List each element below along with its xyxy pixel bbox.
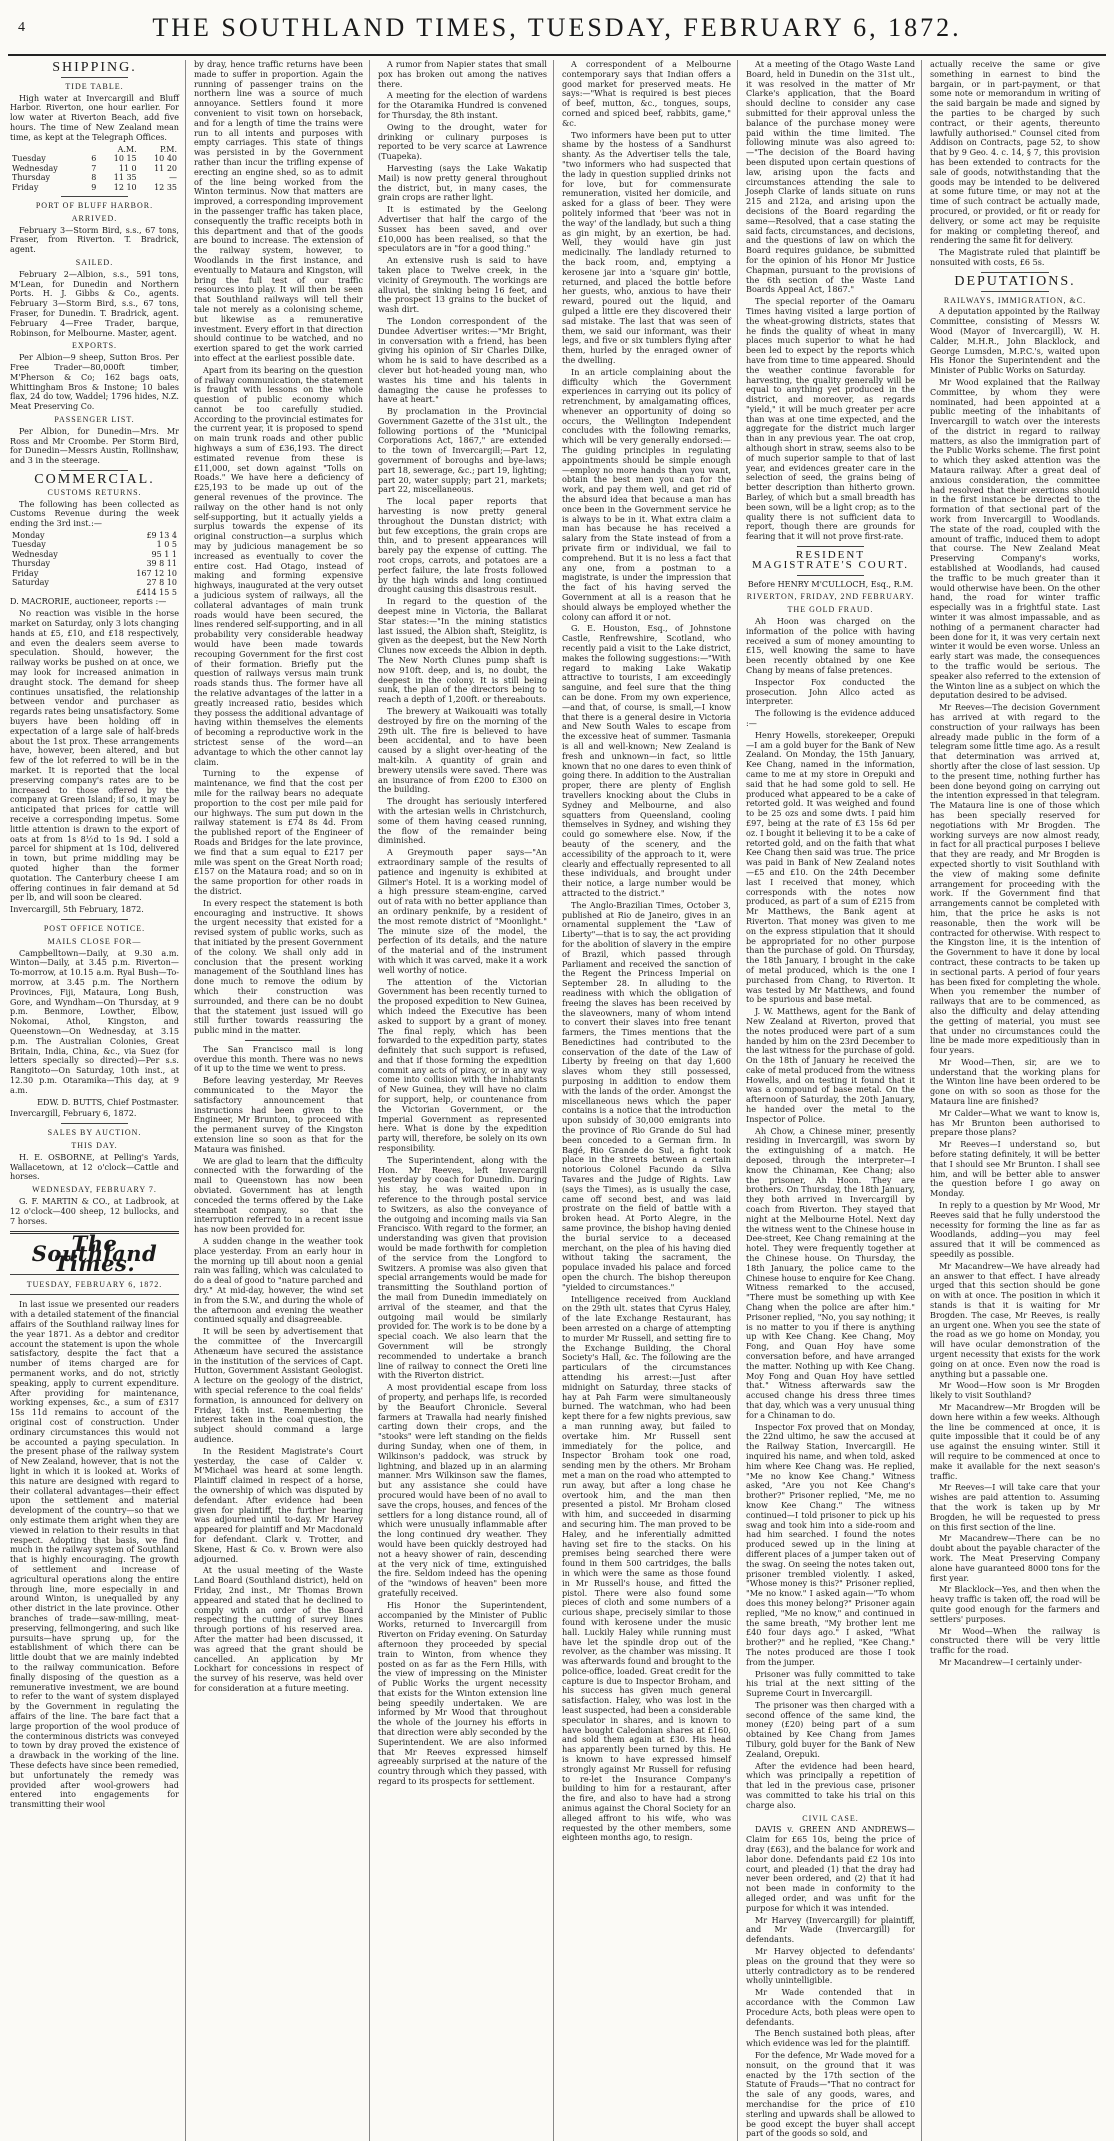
civil-case-heading: CIVIL CASE. (802, 1813, 859, 1823)
news-item: The San Francisco mail is long overdue this month. There was no news of it up to the time we went to press. (194, 1043, 363, 1074)
divider (981, 291, 1049, 292)
sailed-text: February 2—Albion, s.s., 591 tons, M'Lean, for Dunedin and Northern Ports. H. J. Gibbs & Co., agents. February 3—Storm Bird, s.s., 67 tons, Fraser, for Dunedin. T. Bradrick, agent. February 4—Free Trader, barque, Robinson, for Melbourne. Master, agent. (10, 268, 179, 338)
court-paragraph: Inspector Fox proved that on Monday, the 22nd ultimo, he saw the accused at the Railway Station, Invercargill. He inquired his name, and when told, asked him where Kee Chang was. He replied, "Me no know Kee Chang." Witness asked, "Are you not Kee Chang's brother?" Prisoner replied, "Me, me no know Kee Chang." The witness continued—I told prisoner to pick up his swag and took him into a side-room and had him searched. I found the notes produced sewed up in the lining at different places of a jumper taken out of the swag. On seeing the notes taken out, prisoner trembled violently. I asked, "Whose money is this?" Prisoner replied, "Me no know." I asked again—"To whom does this money belong?" Prisoner again replied, "Me no know," and continued in the same breath, "My brother lent me £40 four days ago." I asked, "What brother?" and he replied, "Kee Chang." The notes produced are those I took from the jumper. (746, 1421, 915, 1667)
court-paragraph: Mr Harvey objected to defendants' pleas on the ground that they were so utterly contradictory as to be rendered wholly unintelligible. (746, 1946, 915, 1986)
deputation-paragraph: Mr Wood—Then, sir, are we to understand that the working plans for the Winton line have been ordered to be gone on with so soon as those for the Mataura line are finished? (930, 1056, 1100, 1107)
news-item: The Anglo-Brazilian Times, October 3, published at Rio de Janeiro, gives in an ornamental supplement the "Law of Liberty"—that is to say, the act providing for the abolition of slavery in the empire of Brazil, which passed through Parliament and received the sanction of the Regent the Princess Imperial on September 28. In alluding to the readiness with which the obligation of freeing the slaves has been received by the slaveowners, many of whom intend to convert their slaves into free tenant farmers, the Times mentions that the Benedictines had contributed to the conservation of the date of the Law of Liberty by freeing on that day 1,600 slaves whom they still possessed, purposing in addition to endow them with the lands of the order. Amongst the miscellaneous news which the paper contains is a notice that the introduction upon subsidy of 30,000 emigrants into the province of Rio Grande do Sul had been conceded to a German firm. In Bagé, Rio Grande do Sul, a fight took place in the streets between a certain notorious Colonel Facundo da Silva Tavares and the Judge of Rights. Law (says the Times), as is usually the case, came off second best, and was laid prostrate on the field of battle with a broken head. At Porto Alegre, in the same province, the bishop having denied the burial service to a deceased merchant, on the plea of his having died without taking the sacrament, the populace invaded his palace and forced open the church. The bishop thereupon "yielded to circumstances." (562, 899, 731, 1292)
news-item: By proclamation in the Provincial Government Gazette of the 31st ult., the following portions of the "Municipal Corporations Act, 1867," are extended to the town of Invercargill;—Part 12, government of boroughs and bye-laws; part 18, sewerage, &c.; part 19, lighting; part 20, water supply; part 21, markets; part 22, miscellaneous. (378, 406, 547, 495)
divider (61, 919, 129, 920)
table-row: Wednesday 7 11 0 11 20 (12, 163, 177, 173)
table-row: Thursday 39 8 11 (12, 559, 177, 569)
news-item: In the Resident Magistrate's Court yesterday, the case of Calder v. M'Michael was heard at some length. Plaintiff claimed in respect of a horse, the ownership of which was disputed by defendant. After evidence had been given for plaintiff, the further hearing was adjourned until to-day. Mr Harvey appeared for plaintiff and Mr Macdonald for defendant. Clark v. Trotter, and Skene, Hast & Co. v. Brown were also adjourned. (194, 1445, 363, 1564)
exports-text: Per Albion—9 sheep, Sutton Bros. Per Free Trader—80,000ft timber, M'Pherson & Co; 162 bags oats, Whittingham Bros & Instone; 10 bales flax, 24 do tow, Waddel; 1796 hides, N.Z. Meat Preserving Co. (10, 352, 179, 412)
customs-intro: The following has been collected as Customs Revenue during the week ending the 3rd inst.:— (10, 498, 179, 529)
deputation-paragraph: Mr Reeves—I understand so, but before stating definitely, it will be better that I should see Mr Brunton. I shall see him, and will be better able to answer the question before I go away on Monday. (930, 1139, 1100, 1199)
table-row: Thursday 8 11 35 — (12, 173, 177, 183)
court-paragraph: DAVIS v. GREEN AND ANDREWS—Claim for £65 10s, being the price of dray (£63), and the balance for work and labor done. Defendants paid £2 10s into court, and pleaded (1) that the dray had never been ordered, and (2) that it had not been made in conformity to the alleged order, and was unfit for the purpose for which it was intended. (746, 1824, 915, 1913)
column-2 (192, 60, 370, 2141)
tide-table (10, 145, 179, 193)
deputations-heading: DEPUTATIONS. (954, 273, 1076, 289)
news-item: The local paper reports that harvesting is now pretty general throughout the Dunstan district; with but few exceptions, the grain crops are thin, and to present appearances will barely pay the expense of cutting. The root crops, carrots, and potatoes are a perfect failure, the late frosts followed by the high winds and long continued drought causing this disastrous result. (378, 496, 547, 595)
news-item: Intelligence received from Auckland on the 29th ult. states that Cyrus Haley, of the late Exchange Restaurant, has been arrested on a charge of attempting to murder Mr Russell, and setting fire to the Exchange Building, the Choral Society's Hall, &c. The following are the particulars of the circumstances attending his arrest:—Just after midnight on Saturday, three stacks of hay at Pah Farm were simultaneously burned. The watchman, who had been kept there for a few nights previous, saw a man running away, but failed to overtake him. Mr Russell sent immediately for the police, and Inspector Broham took one road, sending men by the others. Mr Broham met a man on the road who attempted to run away, but after a long chase he overtook him, and the man then presented a pistol. Mr Broham closed with him, and succeeded in disarming and securing him. The man proved to be Haley, and he inferentially admitted having set fire to the stacks. On his premises being searched there were found in them 500 cartridges, the balls in which were the same as those found in Mr Russell's house, and fitted the pistol. There were also found some pieces of cloth and some numbers of a curious shape, precisely similar to those found with kerosene under the music hall. Luckily Haley while running must have let the spindle drop out of the revolver, as the chamber was missing. It was afterwards found and brought to the police-office, loaded. Great credit for the capture is due to Inspector Broham, and his success has given much general satisfaction. Haley, who was lost in the least suspected, had been a considerable speculator in shares, and is known to have bought Caledonian shares at £160, and sold them again at £30. His head has apparently been turned by this. He is known to have expressed himself strongly against Mr Russell for refusing to re-let the Insurance Company's building to him for a restaurant, after the fire, and also to have had a strong animus against the Choral Society for an alleged affront to his wife, who was requested by the other members, some eighteen months ago, to resign. (562, 1293, 731, 1843)
sales-text-1: H. E. OSBORNE, at Pelling's Yards, Wallacetown, at 12 o'clock—Cattle and horses. (10, 1151, 179, 1182)
table-row: Tuesday 1 0 5 (12, 540, 177, 550)
table-row: Friday 9 12 10 12 35 (12, 182, 177, 192)
news-item: A most providential escape from loss of property, and perhaps life, is recorded by the Beaufort Chronicle. Several farmers at Trawalla had nearly finished carting down their crops, and the "stooks" were left standing on the fields during Sunday, when one of them, in Wilkinson's paddock, was struck by lightning, and blazed up in an alarming manner. Mrs Wilkinson saw the flames, but any assistance she could have procured would have been of no avail to save the crops, houses, and fences of the settlers for a long distance round, all of which were unusually inflammable after the long continued dry weather. They would have been quickly destroyed had not a heavy shower of rain, descending at the very nick of time, extinguished the fire. Seldom indeed has the opening of the "windows of heaven" been more gratefully received. (378, 1382, 547, 1598)
news-item: We are glad to learn that the difficulty connected with the forwarding of the mail to Queenstown has now been obviated. Government has at length conceded the terms offered by the Lake steamboat company, so that the interruption referred to in a recent issue has now been provided for. (194, 1155, 363, 1235)
column-3 (376, 60, 554, 2141)
rm-before: Before HENRY M'CULLOCH, Esq., R.M. (747, 578, 914, 589)
news-item: The drought has seriously interfered with the artesian wells in Christchurch, some of them having ceased running, the flow of the remainder being diminished. (378, 796, 547, 846)
deputation-paragraph: Mr Macandrew—Mr Brogden will be down here within a few weeks. Although the line be commenced at once, it is quite impossible that it could be of any use against the ensuing winter. Still it will require to be commenced at once to make it available for the next season's traffic. (930, 1401, 1100, 1481)
news-item: Two informers have been put to utter shame by the hostess of a Sandhurst shanty. As the Advertiser tells the tale, "two informers who had suspected that the lady in question supplied drinks not for love, but for commensurate remuneration, visited her domicile, and asked for a glass of beer. They were politely informed that 'beer was not in the way' of the landlady, but such a thing as gin might, by an exertion, be had. Well, they would have gin just medicinally. The landlady returned to the back room, and, emptying a kerosene jar into a 'square gin' bottle, returned, and placed the bottle before her guests, who, anxious to have their reward, poured out the liquid, and gulped a little ere they discovered their sad mistake. The last that was seen of them, we said our informant, was their legs, and five or six tumblers flying after them, hurled by the enraged owner of the dwelling. (562, 129, 732, 365)
article-paragraph: by dray, hence traffic returns have been made to suffer in proportion. Again the running of passenger trains on the northern line was a source of much annoyance. Settlers found it more convenient to visit town on horseback, and for a length of time the trains were run to all intents and purposes with empty carriages. This state of things was persisted in by the Government rather than incur the trifling expense of erecting an engine shed, so as to admit of the line being worked from the Winton terminus. Now that matters are improved, a corresponding improvement in the passenger traffic has taken place, consequently the traffic receipts both in this department and that of the goods are bound to increase. The extension of the railway system, however, to Woodlands in the first instance, and eventually to Mataura and Kingston, will bring the full test of our traffic resources into play. It will then be seen that Southland railways will tell their tale not merely as a colonising scheme, but likewise as a remunerative investment. Every effort in that direction should continue to be watched, and no exertion spared to get the work carried into effect at the earliest possible date. (194, 59, 363, 363)
rm-case-heading: THE GOLD FRAUD. (787, 605, 874, 615)
news-item: It is estimated by the Geelong Advertiser that half the cargo of the Sussex has been saved, and over £10,000 has been realised, so that the speculators are in "for a good thing." (378, 204, 547, 254)
sales-wednesday: WEDNESDAY, FEBRUARY 7. (32, 1185, 157, 1195)
news-item: His Honor the Superintendent, accompanied by the Minister of Public Works, returned to Invercargill from Riverton on Friday evening. On Saturday afternoon they proceeded by special train to Winton, from whence they posted on as far as the Fern Hills, with the view of impressing on the Minister of Public Works the urgent necessity that exists for the Winton extension line being speedily undertaken. We are informed by Mr Wood that throughout the whole of the journey his efforts in that direction were ably seconded by the Superintendent. We are also informed that Mr Reeves expressed himself agreeably surprised at the nature of the country through which they passed, with regard to its prospects for settlement. (378, 1599, 547, 1787)
columns (8, 59, 1106, 2139)
arrived-text: February 3—Storm Bird, s.s., 67 tons, Fraser, from Riverton. T. Bradrick, agent. (10, 224, 179, 255)
news-item: The brewery at Waikouaiti was totally destroyed by fire on the morning of the 29th ult. The fire is believed to have been accidental, and to have been caused by a slight over-heating of the malt-kiln. A quantity of grain and brewery utensils were saved. There was an insurance of from £200 to £300 on the building. (378, 706, 547, 795)
passenger-text: Per Albion, for Dunedin—Mrs. Mr Ross and Mr Croombe. Per Storm Bird, for Dunedin—Messrs Austin, Rollinshaw, and 3 in the steerage. (10, 425, 179, 466)
passenger-heading: PASSENGER LIST. (54, 415, 135, 425)
exports-heading: EXPORTS. (71, 341, 118, 351)
column-1 (8, 60, 186, 2141)
news-item: A meeting for the election of wardens for the Otaramika Hundred is convened for Thursday, the 8th instant. (378, 90, 547, 120)
column-6 (928, 60, 1106, 2141)
news-item: Owing to the drought, water for drinking or culinary purposes is reported to be very scarce at Lawrence (Tuapeka). (378, 121, 547, 162)
court-paragraph: Ah Hoon was charged on the information of the police with having received a sum of money amounting to £15, well knowing the same to have been recently obtained by one Kee Chang by means of false pretences. (746, 616, 915, 676)
sales-text-2: G. F. MARTIN & CO., at Ladbrook, at 12 o'clock—400 sheep, 12 bullocks, and 7 horses. (10, 1195, 179, 1226)
post-signature: EDW. D. BUTTS, Chief Postmaster. (37, 1096, 179, 1107)
deputation-paragraph: A deputation appointed by the Railway Committee, consisting of Messrs W. Wood (Mayor of Invercargill), W. H. Calder, M.H.R., John Blacklock, and George Lumsden, M.P.C.'s, waited upon His Honor the Superintendent and the Minister of Public Works on Saturday. (930, 306, 1100, 376)
tide-col-am: A.M. (117, 144, 137, 154)
table-row: Wednesday 95 1 1 (12, 549, 177, 559)
masthead (8, 2, 1106, 56)
arrived-heading: ARRIVED. (71, 213, 118, 223)
news-item: G. E. Houston, Esq., of Johnstone Castle, Renfrewshire, Scotland, who recently paid a visit to the Lake district, makes the following suggestions:—"With regard to making Lake Wakatip attractive to tourists, I am exceedingly sanguine, and feel sure that the thing can be done. From my own experience,—and that, of course, is small,—I know that there is a general desire in Victoria and New South Wales to escape from the excessive heat of summer. Tasmania is all and well-known; New Zealand is fresh and unknown—in fact, so little known that no one dares to even think of going there. In addition to the Australian proper, there are plenty of English travellers knocking about the Clubs in Sydney and Melbourne, and also squatters from Queensland, cooling themselves in Sydney, and wishing they could go somewhere else. Now, if the beauty of the scenery, and the accessibility of the approach to it, were clearly and effectually represented to all these individuals, and brought under their notice, a large number would be attracted to the district." (562, 623, 731, 898)
post-office-heading: POST OFFICE NOTICE. (43, 923, 146, 933)
news-item: A sudden change in the weather took place yesterday. From an early hour in the morning up till about noon a genial rain was falling, which was calculated to do a deal of good to "nature parched and dry." At mid-day, however, the wind set in from the S.W., and during the whole of the afternoon and evening the weather continued squally and disagreeable. (194, 1236, 363, 1325)
table-row: Saturday 27 8 10 (12, 578, 177, 588)
court-paragraph: The Bench sustained both pleas, after which evidence was led for the plaintiff. (746, 2028, 915, 2049)
court-paragraph: Ah Chow, a Chinese miner, presently residing in Invercargill, was sworn by the extinguishing of a match. He deposed, through the interpreter—I know the Chinaman, Kee Chang; also the prisoner, Ah Hoon. They are brothers. On Thursday, the 18th January, they both arrived in Invercargill by coach from Riverton. They stayed that night at the Melbourne Hotel. Next day the witness went to the Chinese house in Dee-street, Kee Chang remaining at the hotel. They were frequently together at the Chinese house. On Thursday, the 18th January, the police came to the Chinese house to enquire for Kee Chang. Witness remarked to the accused, "There must be something up with Kee Chang when the police are after him." Prisoner replied, "No, you say nothing; it is no matter to you if there is anything up with Kee Chang. Kee Chang, Moy Fong, and Quan Hoy have some conversation before, and have arranged the matter. Nothing up with Kee Chang. Moy Fong and Quan Hoy have settled that." Witness afterwards saw the accused change his dress three times that day, which was a very unusual thing for a Chinaman to do. (746, 1125, 915, 1420)
tide-table-heading: TIDE TABLE. (65, 81, 124, 91)
court-paragraph: The prisoner was then charged with a second offence of the same kind, the money (£20) being part of a sum obtained by Kee Chang from James Tilbury, gold buyer for the Bank of New Zealand, Orepuki. (746, 1699, 915, 1759)
article-paragraph: Turning to the expense of maintenance, we find that the cost per mile for the railway bears no adequate proportion to the cost per mile paid for our highways. The sum put down in the railway statement is £74 8s 4d. From the published report of the Engineer of Roads and Bridges for the late province, we find that a sum equal to £217 per mile was spent on the Great North road; £157 on the Mataura road; and so on in the same proportion for other roads in the district. (194, 768, 363, 896)
news-item: The special reporter of the Oamaru Times having visited a large portion of the wheat-growing districts, states that he finds the quality of wheat in many places much superior to what he had been led to expect by the reports which have from time to time appeared. Should the weather continue favorable for harvesting, the quality generally will be equal to anything yet produced in the district, and moreover, as regards "yield," it will be much greater per acre than was at one time expected, and the aggregate for the district much larger than in any previous year. The oat crop, although short in straw, seems also to be of much superior sample to that of last year, and evidences greater care in the selection of seed, the grains being of better description than hitherto grown. Barley, of which but a small breadth has been sown, will be a light crop; as to the quality there is not sufficient data to report, though there are grounds for fearing that it will not prove first-rate. (746, 296, 915, 542)
court-paragraph: Mr Harvey (Invercargill) for plaintiff, and Mr Wade (Invercargill) for defendants. (746, 1914, 915, 1945)
court-paragraph: The Magistrate ruled that plaintiff be nonsuited with costs, £6 5s. (930, 247, 1100, 267)
deputation-paragraph: Mr Macandrew—We have already had an answer to that effect. I have already urged that this section should be gone on with at once. The position in which it stands is that it is waiting for Mr Brogden. The case, Mr Reeves, is really an urgent one. When you see the state of the road as we go home on Monday, you will have ocular demonstration of the urgent necessity that exists for the work going on at once. Even now the road is anything but a passable one. (930, 1260, 1100, 1379)
market-byline: D. MACRORIE, auctioneer, reports :— (10, 596, 167, 607)
deputation-paragraph: Mr Macandrew—There can be no doubt about the payable character of the work. The Meat Preserving Company alone have guaranteed 8000 tons for the first year. (930, 1533, 1100, 1583)
deputation-paragraph: Mr Reeves—I will take care that your wishes are paid attention to. Assuming that the work is taken up by Mr Brogden, he will be requested to press on this first section of the line. (930, 1482, 1100, 1532)
deputation-paragraph: Mr Reeves—The decision Government has arrived at with regard to the construction of your railways has been already made public in the form of a telegram some little time ago. As a result that determination was arrived at, shortly after the close of last session. Up to the present time, nothing further has been done beyond going on carrying out the intention expressed in that telegram. The Mataura line is one of those which has been specially reserved for negotiations with Mr Brogden. The working surveys are now almost ready, in fact for all practical purposes I believe that they are ready, and Mr Brogden is expected shortly to visit Southland with the view of making some definite arrangement for proceeding with the work. If the Government find that arrangements cannot be completed with him, that the price he asks is not reasonable, then the work will be contracted for otherwise. With respect to the Kingston line, it is the intention of the Government to have it done by local contract, these contracts to be taken up in sectional parts. A period of four years has been fixed for completing the whole. When you remember the number of railways that are to be commenced, as also the difficulty and delay attending the getting of material, you must see that under no circumstances could the line be made more expeditiously than in four years. (930, 702, 1100, 1056)
mails-text: Campbelltown—Daily, at 9.30 a.m. Winton—Daily, at 3.45 p.m. Riverton—To-morrow, at 10.15 a.m. Ryal Bush—To-morrow, at 3.45 p.m. The Northern Provinces, Fiji, Mataura, Long Bush, Gore, and Wyndham—On Thursday, at 9 p.m. Benmore, Lowther, Elbow, Nokomai, Athol, Kingston, and Queenstown—On Wednesday, at 3.15 p.m. The Australian Colonies, Great Britain, India, China, &c., via Suez (for letters specially so directed)—Per s.s. Rangitoto—On Saturday, 10th inst., at 12.30 p.m. Otaramika—This day, at 9 a.m. (10, 947, 179, 1095)
news-item: In regard to the question of the deepest mine in Victoria, the Ballarat Star states:—"In the mining statistics last issued, the Albion shaft, Steiglitz, is given as the deepest, but the New North Clunes now exceeds the Albion in depth. The New North Clunes pump shaft is now 910ft. deep, and is, no doubt, the deepest in the colony. It is still being sunk, the plan of the directors being to reach a depth of 1,200ft. or thereabouts. (378, 596, 547, 705)
divider (797, 546, 865, 547)
news-item: A rumor from Napier states that small pox has broken out among the natives there. (378, 59, 547, 89)
masthead-title: THE SOUTHLAND TIMES, TUESDAY, FEBRUARY 6, 1872. (152, 13, 962, 42)
news-item: A correspondent of a Melbourne contemporary says that Indian offers a good market for preserved meats. He says:—"What is required is best pieces of beef, mutton, &c., tongues, soups, corned and spiced beef, rabbits, game," &c. (562, 59, 731, 128)
news-item: At a meeting of the Otago Waste Land Board, held in Dunedin on the 31st ult., it was resolved in the matter of Mr Clarke's application, that the Board should decline to consider any case submitted for their approval unless the balance of the purchase money were paid within the time limited. The following minute was also agreed to:—"The decision of the Board having been disputed upon certain questions of law, arising upon the facts and circumstances attending the sale to Joseph Clarke of lands situate on runs 215 and 212a, and arising upon the decisions of the Board regarding the same—Resolved, that a case stating the said facts, circumstances, and decisions, and the questions of law on which the Board requires guidance, be submitted for the opinion of his Honor Mr Justice Chapman, pursuant to the provisions of the 6th section of the Waste Land Boards Appeal Act, 1867." (746, 59, 915, 295)
deputation-paragraph: Mr Wood—How soon is Mr Brogden likely to visit Southland? (930, 1380, 1100, 1401)
table-row: Friday 167 12 10 (12, 568, 177, 578)
divider (797, 575, 865, 576)
news-item: The attention of the Victorian Government has been recently turned to the proposed expedition to New Guinea, which indeed the Executive has been asked to support by a grant of money. The final reply, which has been forwarded to the expedition party, states definitely that such support is refused, and that if those forming the expedition commit any acts of piracy, or in any way come into collision with the inhabitants of New Guinea, they will have no claim for support, help, or countenance from the Victorian Government, or the Imperial Government as represented here. What is done by the expedition party will, therefore, be solely on its own responsibility. (378, 976, 547, 1154)
court-paragraph: For the defence, Mr Wade moved for a nonsuit, on the ground that it was enacted by the 17th section of the Statute of Frauds—"That no contract for the sale of any goods, wares, and merchandise for the price of £10 sterling and upwards shall be allowed to be good except the buyer shall accept part of the goods so sold, and (746, 2049, 915, 2139)
divider (61, 1123, 129, 1124)
paper-dateline: TUESDAY, FEBRUARY 6, 1872. (26, 1279, 163, 1289)
tide-intro: High water at Invercargill and Bluff Harbor. Riverton, one hour earlier. For low water at Riverton Beach, add five hours. The time of New Zealand mean time, as kept at the Telegraph Offices. (10, 92, 179, 142)
customs-heading: CUSTOMS RETURNS. (47, 487, 142, 497)
divider (10, 1294, 179, 1295)
post-dateline: Invercargill, February 6, 1872. (10, 1108, 137, 1119)
port-heading: PORT OF BLUFF HARBOR. (35, 201, 154, 211)
rm-dateline: RIVERTON, FRIDAY, 2ND FEBRUARY. (746, 592, 915, 602)
deputation-paragraph: In reply to a question by Mr Wood, Mr Reeves said that he fully understood the necessity for forming the line as far as Woodlands, adding—you may feel assured that it will be commenced as speedily as possible. (930, 1200, 1100, 1260)
customs-total: £414 15 5 (136, 587, 177, 597)
court-paragraph: Mr Wade contended that in accordance with the Common Law Procedure Acts, both pleas were open to defendants. (746, 1987, 915, 2027)
news-item: A Greymouth paper says—"An extraordinary sample of the results of patience and ingenuity is exhibited at Gilmer's Hotel. It is a working model of a high pressure steam-engine, carved out of rata with no better appliance than an ordinary penknife, by a resident of the most remote district of "Moonlight." The minute size of the model, the perfection of its details, and the nature of the material and of the instrument with which it was carved, make it a work well worthy of notice. (378, 847, 547, 975)
sailed-heading: SAILED. (75, 258, 114, 268)
court-paragraph: Inspector Fox conducted the prosecution. John Allco acted as interpreter. (746, 676, 915, 707)
leader-paragraph: In last issue we presented our readers with a detailed statement of the financial affairs of the Southland railway lines for the year 1871. As a debtor and creditor account the statement is upon the whole satisfactory, despite the fact that a number of items charged are for permanent works, and do not, strictly speaking, apply to current expenditure. After providing for maintenance, working expenses, &c., a sum of £317 15s 11d remains to account of the original cost of construction. Under ordinary circumstances this would not be accounted a paying speculation. In the present phase of the railway system of New Zealand, however, that is not the light in which it is looked at. Works of this nature are designed with regard to their collateral advantages—their effect upon the settlement and material development of the country—so that we only estimate them aright when they are viewed in relation to their results in that respect. Adopting that basis, we find much in the railway system of Southland that is highly encouraging. The growth of settlement and increase of agricultural operations along the entire through line, more especially in and around Winton, is unequalled by any other district in the late province. Other branches of trade—saw-milling, meat-preserving, fellmongering, and such like pursuits—have sprung up, for the establishment of which there can be little doubt that we are mainly indebted to the railway communication. Before finally disposing of the question as a remunerative investment, we are bound to refer to the want of system displayed by the Government in regulating the affairs of the line. The bare fact that a large proportion of the wool produce of the conterminous districts was conveyed to town by dray proved the existence of a drawback in the working of the line. These defects have since been remedied, but unfortunately the remedy was provided after wool-growers had entered into engagements for transmitting their wool (10, 1299, 179, 1810)
court-paragraph: actually receive the same or give something in earnest to bind the bargain, or in part-payment, or that some note or memorandum in writing of the said bargain be made and signed by the parties to be charged by such contract, or their agents, thereunto lawfully authorised." Counsel cited from Addison on Contracts, page 52, to show that by 9 Geo. 4. c. 14, § 7, this provision has been extended to contracts for the sale of goods, notwithstanding that the goods may be intended to be delivered at some future time, or may not at the time of such contract be actually made, procured, or provided, or fit or ready for delivery, or some act may be requisite for making or completing thereof, and rendering the same fit for delivery. (930, 59, 1100, 246)
paper-title-logo: The Southland Times. (31, 1231, 158, 1276)
news-item: At the usual meeting of the Waste Land Board (Southland district), held on Friday, 2nd inst., Mr Thomas Brown appeared and stated that he declined to comply with an order of the Board respecting the cutting of survey lines through portions of his reserved area. After the matter had been discussed, it was agreed that the grant should be cancelled. An application by Mr Lockhart for concessions in respect of the survey of his reserve, was held over for consideration at a future meeting. (194, 1565, 363, 1693)
news-item: It will be seen by advertisement that the committee of the Invercargill Athenæum have secured the assistance in the institution of the services of Capt. Hutton, Government Assistant Geologist. A lecture on the geology of the district, with special reference to the coal fields' formation, is announced for delivery on Friday, 16th inst. Remembering the interest taken in the coal question, the subject should command a large audience. (194, 1326, 363, 1444)
news-item: Before leaving yesterday, Mr Reeves communicated to the Mayor the satisfactory announcement that instructions had been given to the Engineer, Mr Brunton, to proceed with the permanent survey of the Kingston extension line so soon as that for the Mataura was finished. (194, 1075, 363, 1154)
news-item: In an article complaining about the difficulty which the Government experiences in carrying out its policy of retrenchment, by amalgamating offices, whenever an opportunity of doing so occurs, the Wellington Independent concludes with the following remarks, which will be very generally endorsed:—The guiding principles in regulating appointments should be simple enough—employ no more hands than you want, obtain the best men you can for the work, and pay them well, and get rid of the absurd idea that because a man has once been in the Government service he is always to be in it. What extra claim a man has because he has received a salary from the State instead of from a private firm or individual, we fail to comprehend. But it is no less a fact that any one, from a postman to a magistrate, is under the impression that the fact of his having served the Government at all is a reason that he should always be employed whether the colony can afford it or not. (562, 366, 731, 622)
deputation-paragraph: Mr Wood—When the railway is constructed there will be very little traffic for the road. (930, 1625, 1100, 1656)
column-4 (560, 60, 738, 2141)
court-paragraph: After the evidence had been heard, which was principally a repetition of that led in the previous case, prisoner was committed to take his trial on this charge also. (746, 1760, 915, 1810)
sales-heading: SALES BY AUCTION. (47, 1128, 142, 1138)
court-paragraph: The following is the evidence adduced :— (746, 708, 915, 728)
rm-court-heading: RESIDENT MAGISTRATE'S COURT. (751, 549, 910, 571)
deputation-paragraph: Mr Wood explained that the Railway Committee, by whom they were nominated, had been appointed at a public meeting of the inhabitants of Invercargill to watch over the interests of the district in regard to railway matters, as also the immigration part of the Public Works scheme. The first point to which they asked attention was the Mataura railway. After a great deal of anxious consideration, the committee had resolved that their exertions should in the first instance be directed to the formation of that sectional part of the work from Invercargill to Woodlands. The state of the road, coupled with the amount of traffic, induced them to adopt that course. The New Zealand Meat Preserving Company's works, established at Woodlands, had caused the traffic to be much greater than it would otherwise have been. On the other hand, the road for winter traffic especially was in a frightful state. Last winter it was almost impassable, and as nothing of a permanent character had been done for it, it was very certain next winter it would be even worse. Unless an early start was made, the consequences to the traffic would be serious. The speaker also referred to the extension of the Winton line as a subject on which the deputation desired to be advised. (930, 376, 1100, 701)
shipping-heading: SHIPPING. (52, 60, 137, 75)
article-paragraph: In every respect the statement is both encouraging and instructive. It shows the urgent necessity that existed for a revised system of public works, such as that initiated by the present Government of the colony. We shall only add in conclusion that the present working management of the Southland lines has done much to remove the odium by which their construction was surrounded, and there can be no doubt that the statement just issued will go still further towards reassuring the public mind in the matter. (194, 897, 363, 1036)
page-number: 4 (18, 20, 25, 35)
divider (61, 470, 129, 471)
court-paragraph: Prisoner was fully committed to take his trial at the next sitting of the Supreme Court in Invercargill. (746, 1668, 915, 1699)
divider (61, 77, 129, 78)
court-paragraph: Henry Howells, storekeeper, Orepuki—I am a gold buyer for the Bank of New Zealand. On Monday, the 15th January, Kee Chang, named in the information, came to me at my store in Orepuki and said that he had some gold to sell. He produced what appeared to be a cake of retorted gold. It was weighed and found to be 25 ozs and some dwts. I paid him £97, being at the rate of £3 15s 6d per oz. I bought it believing it to be a cake of retorted gold, and on the faith that what Kee Chang then said was true. The price was paid in Bank of New Zealand notes—£5 and £10. On the 24th December last I received that money, which corresponds with the notes now produced, as part of a sum of £215 from Mr Matthews, the Bank agent at Riverton. That money was given to me on the express stipulation that it should be appropriated for no other purpose than the purchase of gold. On Thursday, the 18th January, I brought in the cake of metal produced, which is the one I purchased from Chang, to Riverton. It was tested by Mr Matthews, and found to be spurious and base metal. (746, 729, 915, 1005)
article-paragraph: Apart from its bearing on the question of railway communication, the statement is fraught with lessons on the whole question of public economy which cannot be too carefully studied. According to the provincial estimates for the current year, it is proposed to spend on main trunk roads and other public highways a sum of £36,193. The direct estimated revenue from these is £11,000, set down against "Tolls on Roads." We have here a deficiency of £25,193 to be made up out of the general revenues of the province. The railway on the other hand is not only self-supporting, but it actually yields a surplus towards the expense of its original construction—a surplus which may by judicious management be so increased as eventually to cover the entire cost. Had Otago, instead of making and forming expensive highways, inaugurated at the very outset a judicious system of railways, all the collateral advantages of main trunk roads would have been secured, the lines rendered self-supporting, and in all probability very considerable headway would have been made towards recouping Government for the first cost of their formation. Briefly put the question of railways versus main trunk roads stands thus. The former have all the relative advantages of the latter in a greatly increased ratio, besides which they possess the additional advantage of having within themselves the elements of becoming a reproductive work in the strictest sense of the word—an advantage to which the other cannot lay claim. (194, 364, 363, 767)
sales-this-day: THIS DAY. (71, 1140, 118, 1150)
customs-table (10, 531, 179, 598)
news-item: An extensive rush is said to have taken place to Twelve creek, in the vicinity of Greymouth. The workings are alluvial, the sinking being 16 feet, and the prospect 13 grains to the bucket of wash dirt. (378, 255, 547, 315)
deputations-subheading: RAILWAYS, IMMIGRATION, &C. (943, 295, 1087, 305)
market-dateline: Invercargill, 5th February, 1872. (10, 904, 144, 915)
deputation-paragraph: Mr Blacklock—Yes, and then when the heavy traffic is taken off, the road will be quite good enough for the farmers and settlers' purposes. (930, 1584, 1100, 1624)
court-paragraph: J. W. Matthews, agent for the Bank of New Zealand at Riverton, proved that the notes produced were part of a sum handed by him on the 23rd December to the last witness for the purchase of gold. On the 18th of January he received the cake of metal produced from the witness Howells, and on testing it found that it was a compound of base metal. On the afternoon of Saturday, the 20th January, he handed over the metal to the Inspector of Police. (746, 1006, 915, 1124)
divider (981, 272, 1049, 273)
divider (245, 1040, 313, 1041)
divider (61, 196, 129, 197)
deputation-paragraph: Mr Calder—What we want to know is, has Mr Brunton been authorised to prepare those plans? (930, 1107, 1100, 1138)
tide-col-pm: P.M. (159, 144, 177, 154)
column-5 (744, 60, 922, 2141)
news-item: The London correspondent of the Dundee Advertiser writes:—"Mr Bright, in conversation with a friend, has been giving his opinion of Sir Charles Dilke, whom he is said to have described as a clever but hot-headed young man, who wastes his time and his talents in damaging the cause he professes to have at heart." (378, 315, 547, 405)
mails-heading: MAILS CLOSE FOR— (47, 936, 142, 946)
table-row: Tuesday 6 10 15 10 40 (12, 154, 177, 164)
news-item: Harvesting (says the Lake Wakatip Mail) is now pretty general throughout the district, but, in many cases, the grain crops are rather light. (378, 162, 547, 203)
deputation-paragraph: Mr Macandrew—I certainly under- (939, 1656, 1082, 1667)
market-text: No reaction was visible in the horse market on Saturday, only 3 lots changing hands at £5, £10, and £18 respectively, and even the dealers seem averse to speculation. Should, however, the railway works be pushed on at once, we may look for increased animation in draught stock. The demand for sheep continues unsatisfied, the relationship between vendor and purchaser as regards rates being unsatisfactory. Some buyers have been holding off in expectation of a large sale of half-breds about the 1st prox. These arrangements have, however, been altered, and but few of the lot referred to will be in the market. It is reported that the local preserving company's rates are to be increased to those offered by the company at Green Island; if so, it may be anticipated that prices for cattle will receive a corresponding impetus. Some little attention is drawn to the export of oats at from 1s 8½d to 1s 9d. I sold a parcel for shipment at 1s 10d, delivered in town, but prime middling may be quoted higher than the former quotation. The Canterbury cheese I am offering continues in fair demand at 5d per lb, and will soon be cleared. (10, 608, 179, 903)
table-row: Monday £9 13 4 (12, 530, 177, 540)
commercial-heading: COMMERCIAL. (34, 472, 155, 487)
news-item: The Superintendent, along with the Hon. Mr Reeves, left Invercargill yesterday by coach for Dunedin. During his stay, he was waited upon in reference to the through postal service to Switzers, as also the conveyance of the outgoing and incoming mails via San Francisco. With regard to the former, an understanding was given that provision would be made forthwith for completion of the service from the Longford to Switzers. A promise was also given that special arrangements would be made for transmitting the Southland portion of the mail from Dunedin immediately on arrival of the steamer, and that the outgoing mail would be similarly provided for. The work is to be done by a special coach. We also learn that the Government will be strongly recommended to undertake a branch line of railway to connect the Oreti line with the Riverton district. (378, 1154, 547, 1381)
